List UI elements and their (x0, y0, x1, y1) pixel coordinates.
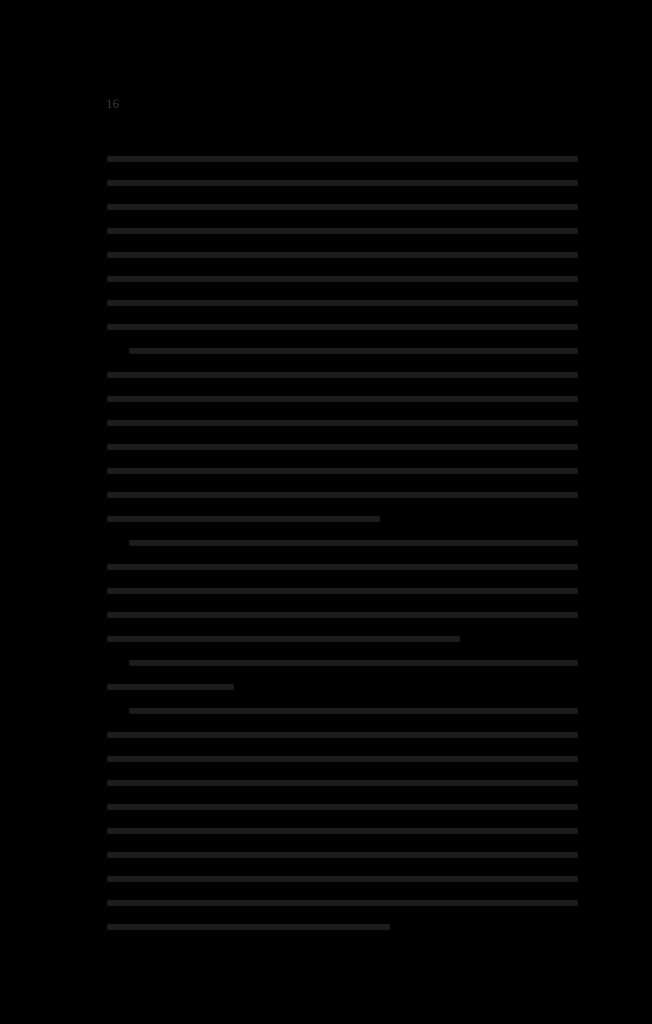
paragraph (107, 530, 578, 650)
text-line (107, 506, 578, 530)
text-line (107, 866, 578, 890)
text-line (107, 482, 578, 506)
text-line (107, 554, 578, 578)
paragraph (107, 698, 578, 938)
text-line (107, 818, 578, 842)
paragraph (107, 146, 578, 338)
text-line (107, 362, 578, 386)
text-line (107, 410, 578, 434)
text-line (107, 530, 578, 554)
paragraph (107, 338, 578, 530)
text-line (107, 170, 578, 194)
text-line (107, 314, 578, 338)
text-line (107, 338, 578, 362)
text-line (107, 890, 578, 914)
text-line (107, 266, 578, 290)
text-line (107, 242, 578, 266)
text-line (107, 842, 578, 866)
text-line (107, 194, 578, 218)
text-line (107, 914, 578, 938)
paragraph (107, 650, 578, 698)
text-line (107, 578, 578, 602)
text-line (107, 290, 578, 314)
text-line (107, 626, 578, 650)
text-line (107, 746, 578, 770)
text-line (107, 698, 578, 722)
page-number: 16 (106, 96, 119, 111)
text-line (107, 674, 578, 698)
body-text (107, 146, 578, 938)
text-line (107, 386, 578, 410)
text-line (107, 770, 578, 794)
text-line (107, 218, 578, 242)
text-line (107, 650, 578, 674)
text-line (107, 794, 578, 818)
text-line (107, 602, 578, 626)
text-line (107, 458, 578, 482)
text-line (107, 722, 578, 746)
text-line (107, 434, 578, 458)
text-line (107, 146, 578, 170)
